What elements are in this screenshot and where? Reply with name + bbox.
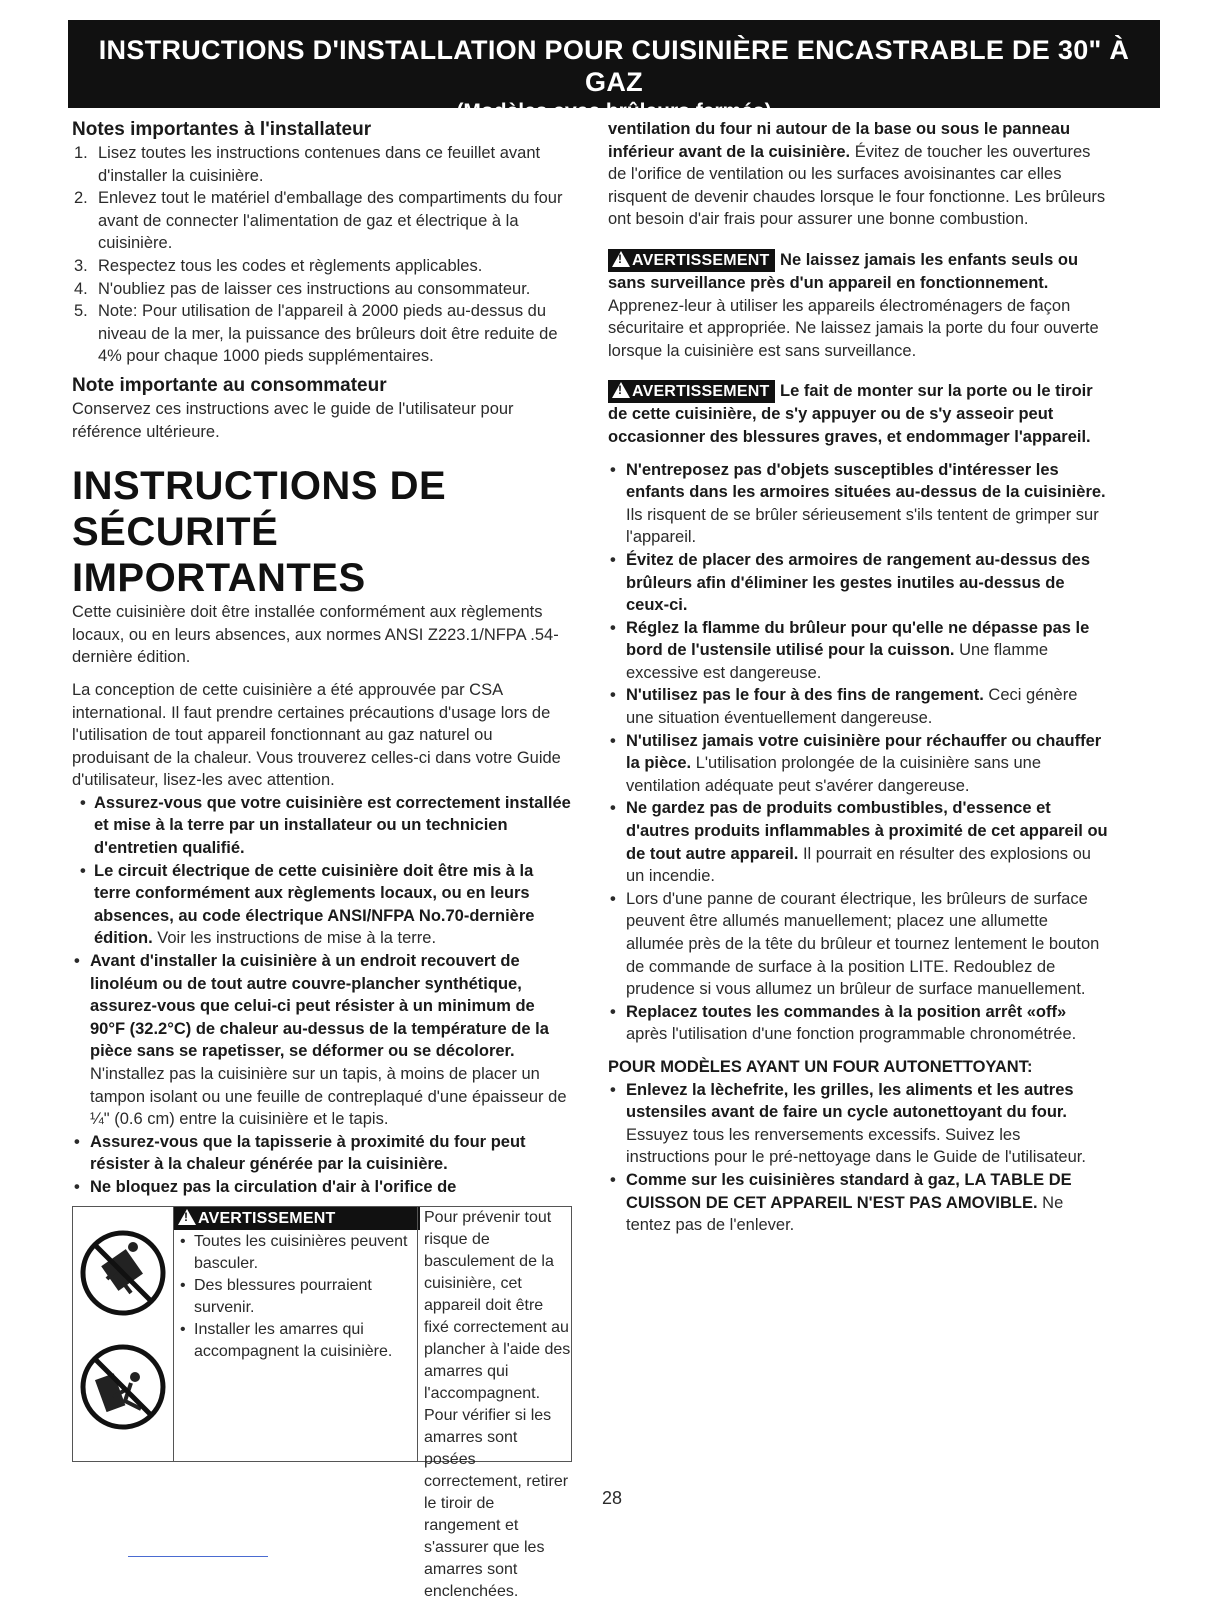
- title-banner: [68, 20, 1160, 123]
- anti-tip-icons: [73, 1207, 173, 1461]
- consumer-note-text: Conservez ces instructions avec le guide de l'utilisateur pour référence ultérieure.: [72, 399, 514, 441]
- anti-tip-warning-box: [72, 1206, 572, 1600]
- list-item: 1. Lisez toutes les instructions contenues dans ce feuillet avant d'installer la cuisinière.: [74, 144, 541, 185]
- list-item: 2. Enlevez tout le matériel d'emballage des compartiments du four avant de connecter l'alimentation de gaz et électrique à la cuisinière.: [74, 189, 563, 253]
- list-item: • Assurez-vous que la tapisserie à proximité du four peut résister à la chaleur générée par la cuisinière.: [74, 1132, 526, 1174]
- ventilation-text: ventilation du four ni autour de la base ou sous le panneau inférieur avant de la cuisinière. Évitez de toucher les ouvertures de l'orifice de ventilation ou les surfaces avoisinantes car elles risquent de devenir chaudes lorsque le four fonctionne. Les brûleurs ont besoin d'air frais pour assurer une bonne combustion.: [608, 120, 1106, 229]
- safety-paragraph-2: La conception de cette cuisinière a été approuvée par CSA international. Il faut prendre certaines précautions d'usage lors de l'utilisation de tout appareil fonctionnant au gaz naturel ou produisant de la chaleur. Vous trouverez celles-ci dans votre Guide d'utilisateur, lisez-les avec attention.: [72, 680, 561, 790]
- list-item: • Toutes les cuisinières peuvent basculer.: [180, 1233, 408, 1272]
- list-item: • Ne bloquez pas la circulation d'air à l'orifice de: [74, 1177, 457, 1196]
- warning-triangle-icon: !: [178, 1209, 196, 1225]
- warning-children: ! AVERTISSEMENT Ne laissez jamais les enfants seuls ou sans surveillance près d'un appareil en fonctionnement. Apprenez-leur à utiliser les appareils électroménagers de façon sécuritaire et appropriée. Ne laissez jamais la porte du four ouverte lorsque la cuisinière est sans surveillance.: [608, 250, 1099, 360]
- list-item: • Réglez la flamme du brûleur pour qu'elle ne dépasse pas le bord de l'ustensile utilisé pour la cuisson. Une flamme excessive est dangereuse.: [610, 618, 1090, 682]
- footer-rule: [128, 1556, 268, 1557]
- list-item: • Enlevez la lèchefrite, les grilles, les aliments et les autres ustensiles avant de faire un cycle autonettoyant du four. Essuyez tous les renversements excessifs. Suivez les instructions pour le pré-nettoyage dans le Guide de l'utilisateur.: [610, 1080, 1086, 1167]
- list-item: • Comme sur les cuisinières standard à gaz, LA TABLE DE CUISSON DE CET APPAREIL N'EST PAS AMOVIBLE. Ne tentez pas de l'enlever.: [610, 1170, 1072, 1235]
- list-item: • N'entreposez pas d'objets susceptibles d'intéresser les enfants dans les armoires situées au-dessus de la cuisinière. Ils risquent de se brûler sérieusement s'ils tentent de grimper sur l'appareil.: [610, 460, 1106, 547]
- safety-paragraph-1: Cette cuisinière doit être installée conformément aux règlements locaux, ou en leurs absences, aux normes ANSI Z223.1/NFPA .54- dernière édition.: [72, 603, 559, 667]
- list-item: 4. N'oubliez pas de laisser ces instructions au consommateur.: [74, 279, 531, 298]
- list-item: • N'utilisez pas le four à des fins de rangement. Ceci génère une situation éventuellement dangereuse.: [610, 686, 1078, 728]
- list-item: • Évitez de placer des armoires de rangement au-dessus des brûleurs afin d'éliminer les gestes inutiles au-dessus de ceux-ci.: [610, 550, 1091, 615]
- safety-title: INSTRUCTIONS DE SÉCURITÉ IMPORTANTES: [72, 464, 447, 601]
- tip-over-icon: [73, 1207, 173, 1461]
- warning-badge: ! AVERTISSEMENT: [608, 249, 775, 272]
- anti-tip-instructions: Pour prévenir tout risque de basculement de la cuisinière, cet appareil doit être fixé correctement au plancher à l'aide des amarres qui l'accompagnent. Pour vérifier si les amarres sont posées correctement, retirer le tiroir de rangement et s'assurer que les amarres sont enclenchées.: [417, 1207, 571, 1461]
- anti-tip-bullets: [173, 1207, 418, 1461]
- banner-subtitle: (Modèles avec brûleurs fermés): [456, 100, 772, 123]
- list-item: • Des blessures pourraient survenir.: [180, 1277, 372, 1316]
- page-number: 28: [601, 1488, 623, 1508]
- warning-badge: ! AVERTISSEMENT: [608, 380, 775, 403]
- warning-door: ! AVERTISSEMENT Le fait de monter sur la porte ou le tiroir de cette cuisinière, de s'y appuyer ou de s'y asseoir peut occasionner des blessures graves, et endommager l'appareil.: [608, 382, 1093, 446]
- list-item: • Installer les amarres qui accompagnent la cuisinière.: [180, 1321, 393, 1360]
- consumer-note-heading: Note importante au consommateur: [72, 374, 387, 396]
- installer-notes-heading: Notes importantes à l'installateur: [72, 119, 372, 140]
- list-item: • Assurez-vous que votre cuisinière est correctement installée et mise à la terre par un installateur ou un technicien d'entretien qualifié.: [80, 793, 571, 858]
- installer-notes-list: [72, 142, 572, 368]
- list-item: • Le circuit électrique de cette cuisinière doit être mis à la terre conformément aux règlements locaux, ou en leurs absences, au code électrique ANSI/NFPA No.70-dernière édition. Voir les instructions de mise à la terre.: [80, 861, 535, 948]
- list-item: • Replacez toutes les commandes à la position arrêt «off» après l'utilisation d'une fonction programmable chronométrée.: [610, 1002, 1077, 1044]
- list-item: • Lors d'une panne de courant électrique, les brûleurs de surface peuvent être allumés manuellement; placez une allumette allumée près de la tête du brûleur et tournez lentement le bouton de commande de surface à la position LITE. Redoublez de prudence si vous allumez un brûleur de surface manuellement.: [610, 889, 1100, 999]
- left-column: [72, 118, 572, 1199]
- list-item: 3. Respectez tous les codes et règlements applicables.: [74, 256, 483, 275]
- list-item: • N'utilisez jamais votre cuisinière pour réchauffer ou chauffer la pièce. L'utilisation prolongée de la cuisinière sans une ventilation adéquate peut s'avérer dangereuse.: [610, 731, 1102, 795]
- warning-triangle-icon: !: [612, 251, 630, 267]
- banner-title: INSTRUCTIONS D'INSTALLATION POUR CUISINIÈRE ENCASTRABLE DE 30" À GAZ: [98, 35, 1130, 97]
- list-item: 5. Note: Pour utilisation de l'appareil à 2000 pieds au-dessus du niveau de la mer, la puissance des brûleurs doit être reduite de 4% pour chaque 1000 pieds supplémentaires.: [74, 302, 558, 366]
- self-clean-heading: POUR MODÈLES AYANT UN FOUR AUTONETTOYANT:: [608, 1057, 1033, 1076]
- warning-triangle-icon: !: [612, 382, 630, 398]
- list-item: • Avant d'installer la cuisinière à un endroit recouvert de linoléum ou de tout autre couvre-plancher synthétique, assurez-vous que celui-ci peut résister à un minimum de 90°F (32.2°C) de chaleur au-dessus de la température de la pièce sans se rapetisser, se déformer ou se décolorer. N'installez pas la cuisinière sur un tapis, à moins de placer un tampon isolant ou une feuille de contreplaqué d'une épaisseur de ¼" (0.6 cm) entre la cuisinière et le tapis.: [74, 952, 567, 1129]
- list-item: • Ne gardez pas de produits combustibles, d'essence et d'autres produits inflammables à proximité de cet appareil ou de tout autre appareil. Il pourrait en résulter des explosions ou un incendie.: [610, 799, 1108, 886]
- right-column: [608, 118, 1108, 1237]
- warning-badge: ! AVERTISSEMENT: [174, 1207, 420, 1230]
